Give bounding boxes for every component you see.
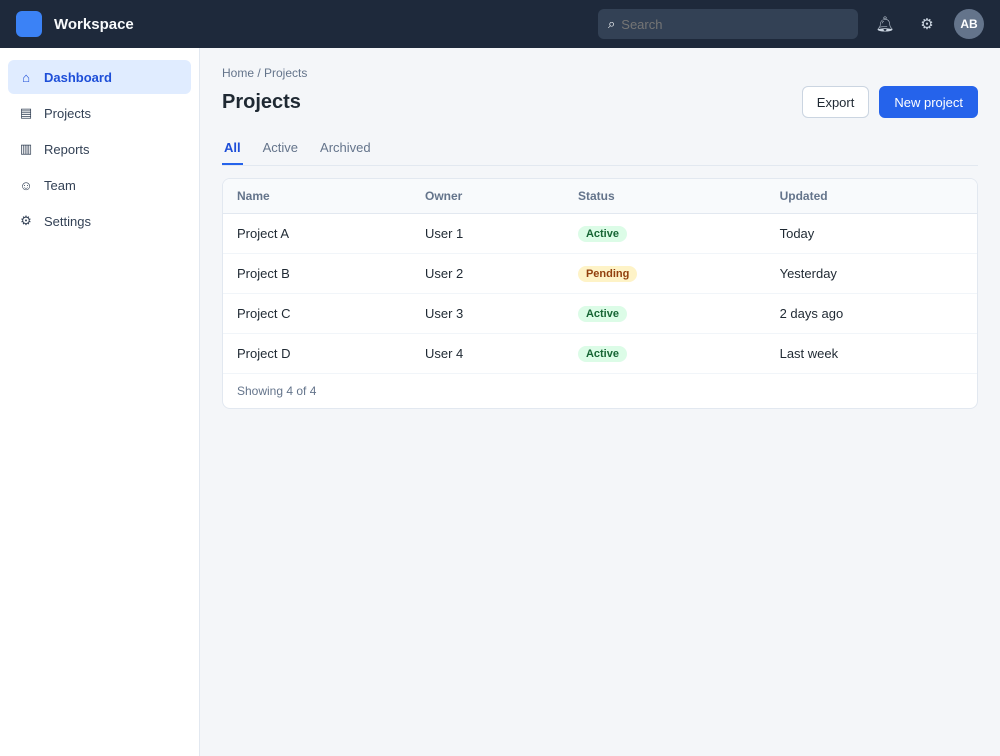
tab-bar: [222, 132, 978, 166]
page-title: Projects: [222, 90, 301, 113]
search-input[interactable]: [621, 17, 848, 32]
sidebar-item-label: Settings: [44, 213, 91, 229]
sidebar-item-label: Dashboard: [44, 69, 112, 85]
sidebar-item-label: Team: [44, 177, 76, 193]
cell-owner: User 1: [411, 214, 564, 254]
status-badge: Active: [578, 306, 627, 322]
sidebar-item-settings[interactable]: [8, 204, 191, 238]
users-icon: ☺: [19, 177, 33, 193]
tab-all[interactable]: All: [222, 132, 243, 165]
projects-table: [223, 179, 977, 374]
cell-name: Project B: [223, 254, 411, 294]
table-row[interactable]: [223, 294, 977, 334]
home-icon: ⌂: [22, 69, 30, 85]
projects-table-card: [222, 178, 978, 409]
sidebar-item-team[interactable]: [8, 168, 191, 202]
sidebar-item-projects[interactable]: [8, 96, 191, 130]
status-badge: Active: [578, 226, 627, 242]
tab-archived[interactable]: Archived: [320, 140, 371, 155]
app-title: Workspace: [54, 15, 134, 33]
table-row[interactable]: [223, 214, 977, 254]
table-row[interactable]: [223, 254, 977, 294]
sidebar-item-dashboard[interactable]: [8, 60, 191, 94]
avatar[interactable]: AB: [954, 9, 984, 39]
cell-updated: Today: [766, 214, 977, 254]
cell-updated: Last week: [766, 334, 977, 374]
cell-owner: User 3: [411, 294, 564, 334]
cell-name: Project A: [223, 214, 411, 254]
table-row[interactable]: [223, 334, 977, 374]
column-header[interactable]: Name: [223, 179, 411, 214]
search-box[interactable]: [598, 9, 858, 39]
cell-name: Project D: [223, 334, 411, 374]
column-header[interactable]: Updated: [766, 179, 977, 214]
tab-active[interactable]: Active: [262, 140, 299, 155]
chart-icon: ▥: [19, 141, 33, 156]
gear-icon[interactable]: ⚙: [920, 16, 934, 33]
bell-icon[interactable]: 🔔︎: [875, 16, 895, 33]
sidebar-item-label: Reports: [44, 141, 90, 157]
column-header[interactable]: Owner: [411, 179, 564, 214]
cell-name: Project C: [223, 294, 411, 334]
breadcrumb: Home / Projects: [222, 66, 308, 80]
cell-owner: User 4: [411, 334, 564, 374]
search-icon: ⌕: [608, 16, 616, 31]
gear-icon: ⚙: [20, 213, 32, 228]
app-logo: [16, 11, 42, 37]
cell-updated: Yesterday: [766, 254, 977, 294]
cell-updated: 2 days ago: [766, 294, 977, 334]
status-badge: Pending: [578, 266, 637, 282]
table-footer: Showing 4 of 4: [237, 384, 317, 398]
cell-owner: User 2: [411, 254, 564, 294]
column-header[interactable]: Status: [564, 179, 766, 214]
sidebar: [0, 48, 200, 756]
main-content: [200, 48, 1000, 756]
folder-icon: ▤: [19, 105, 33, 120]
top-bar: [0, 0, 1000, 48]
export-button[interactable]: Export: [802, 86, 870, 118]
sidebar-item-reports[interactable]: [8, 132, 191, 166]
sidebar-item-label: Projects: [44, 105, 91, 121]
new-project-button[interactable]: New project: [879, 86, 978, 118]
status-badge: Active: [578, 346, 627, 362]
